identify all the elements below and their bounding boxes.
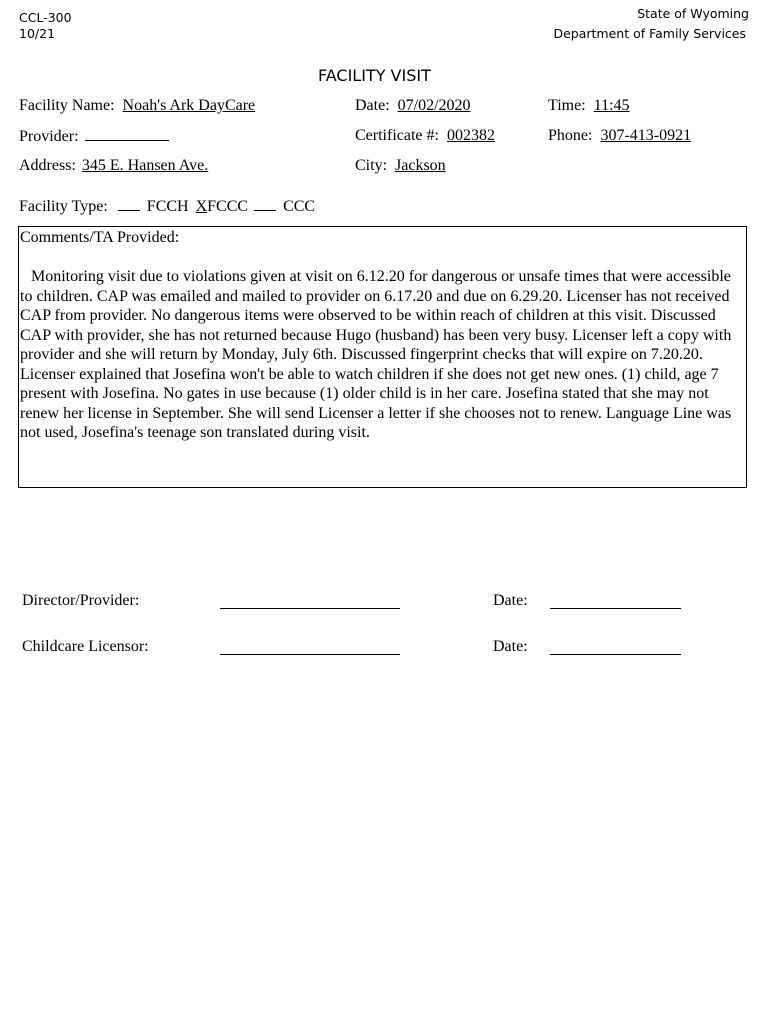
- fcch-blank: [118, 196, 140, 211]
- city-field: [355, 156, 446, 176]
- director-date-line: [550, 608, 681, 609]
- form-revision-date: 10/21: [19, 26, 56, 41]
- director-date-label: Date:: [493, 592, 528, 609]
- director-provider-label: Director/Provider:: [22, 592, 140, 609]
- address-value: 345 E. Hansen Ave.: [81, 157, 209, 174]
- date-value: 07/02/2020: [397, 97, 471, 114]
- facility-name-label: Facility Name:: [19, 97, 115, 114]
- page-title: FACILITY VISIT: [318, 66, 431, 85]
- city-label: City:: [355, 157, 388, 174]
- comments-box: [18, 226, 747, 488]
- certificate-value: 002382: [446, 127, 495, 144]
- facility-type-label: Facility Type:: [19, 198, 108, 215]
- time-label: Time:: [548, 97, 586, 114]
- department-name: Department of Family Services: [553, 26, 746, 41]
- option-fccc: FCCC: [207, 198, 249, 215]
- director-signature-line: [220, 608, 400, 609]
- phone-field: [548, 126, 691, 146]
- licensor-date-line: [550, 654, 681, 655]
- fccc-check-mark: X: [195, 198, 208, 215]
- facility-type-field: [19, 196, 315, 217]
- state-name: State of Wyoming: [637, 6, 749, 21]
- provider-blank: [85, 126, 169, 141]
- provider-label: Provider:: [19, 128, 79, 145]
- certificate-field: [355, 126, 495, 146]
- date-label: Date:: [355, 97, 390, 114]
- comments-text: Monitoring visit due to violations given at visit on 6.12.20 for dangerous or unsafe times that were accessible to children. CAP was emailed and mailed to provider on 6.17.20 and due on 6.29.20. Licenser has not received CAP from provider. No dangerous items were observed to be within reach of children at this visit. Discussed CAP with provider, she has not returned because Hugo (husband) has been very busy. Licenser left a copy with provider and she will return by Monday, July 6th. Discussed fingerprint checks that will expire on 7.20.20. Licenser explained that Josefina won't be able to watch children if she does not get new ones. (1) child, age 7 present with Josefina. No gates in use because (1) older child is in her care. Josefina stated that she may not renew her license in September. She will send Licenser a letter if she chooses not to renew. Language Line was not used, Josefina's teenage son translated during visit.: [20, 268, 732, 441]
- time-value: 11:45: [593, 97, 630, 114]
- provider-field: [19, 126, 169, 147]
- phone-label: Phone:: [548, 127, 593, 144]
- date-field: [355, 96, 471, 116]
- address-label: Address:: [19, 157, 76, 174]
- option-fcch: FCCH: [146, 198, 189, 215]
- time-field: [548, 96, 630, 116]
- certificate-label: Certificate #:: [355, 127, 439, 144]
- licensor-date-label: Date:: [493, 638, 528, 655]
- facility-name-field: [19, 96, 255, 116]
- city-value: Jackson: [395, 157, 446, 174]
- phone-value: 307-413-0921: [600, 127, 692, 144]
- form-code: CCL-300: [19, 10, 72, 25]
- licensor-signature-line: [220, 654, 400, 655]
- comments-label: Comments/TA Provided:: [20, 229, 180, 246]
- option-ccc: CCC: [283, 198, 316, 215]
- childcare-licensor-label: Childcare Licensor:: [22, 638, 149, 655]
- address-field: [19, 156, 208, 176]
- ccc-blank: [254, 196, 276, 211]
- facility-name-value: Noah's Ark DayCare: [122, 97, 256, 114]
